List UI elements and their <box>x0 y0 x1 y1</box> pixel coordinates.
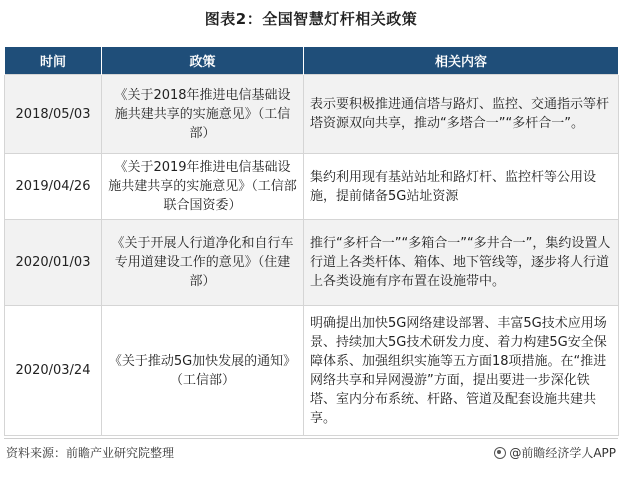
row-date: 2020/03/24 <box>5 306 102 436</box>
brand-credit <box>494 444 616 461</box>
row-content: 推行“多杆合一”“多箱合一”“多井合一”，集约设置人行道上各类杆体、箱体、地下管线等，逐步将人行道上各类设施有序布置在设施带中。 <box>304 220 619 306</box>
footer-divider <box>4 438 618 439</box>
table-row <box>5 154 619 220</box>
qianzhan-logo-icon <box>494 447 506 459</box>
policy-table <box>4 47 619 436</box>
table-row <box>5 75 619 154</box>
row-policy: 《关于2019年推进电信基础设施共建共享的实施意见》（工信部联合国资委） <box>102 154 304 220</box>
header-content: 相关内容 <box>304 47 619 75</box>
table-row <box>5 220 619 306</box>
row-policy: 《关于推动5G加快发展的通知》（工信部） <box>102 306 304 436</box>
brand-text: @前瞻经济学人APP <box>509 446 616 460</box>
row-policy: 《关于开展人行道净化和自行车专用道建设工作的意见》（住建部） <box>102 220 304 306</box>
table-header-row <box>5 47 619 75</box>
row-date: 2019/04/26 <box>5 154 102 220</box>
row-policy: 《关于2018年推进电信基础设施共建共享的实施意见》（工信部） <box>102 75 304 154</box>
row-content: 集约利用现有基站站址和路灯杆、监控杆等公用设施，提前储备5G站址资源 <box>304 154 619 220</box>
chart-title: 图表2：全国智慧灯杆相关政策 <box>204 10 418 28</box>
header-time: 时间 <box>5 47 102 75</box>
header-policy: 政策 <box>102 47 304 75</box>
row-content: 明确提出加快5G网络建设部署、丰富5G技术应用场景、持续加大5G技术研发力度、着力构建5G安全保障体系、加强组织实施等五方面18项措施。在“推进网络共享和异网漫游”方面，提出要进一步深化铁塔、室内分布系统、杆路、管道及配套设施共建共享。 <box>304 306 619 436</box>
row-date: 2020/01/03 <box>5 220 102 306</box>
row-content: 表示要积极推进通信塔与路灯、监控、交通指示等杆塔资源双向共享，推动“多塔合一”“多杆合一”。 <box>304 75 619 154</box>
row-date: 2018/05/03 <box>5 75 102 154</box>
source-note: 资料来源：前瞻产业研究院整理 <box>6 446 175 460</box>
table-row <box>5 306 619 436</box>
